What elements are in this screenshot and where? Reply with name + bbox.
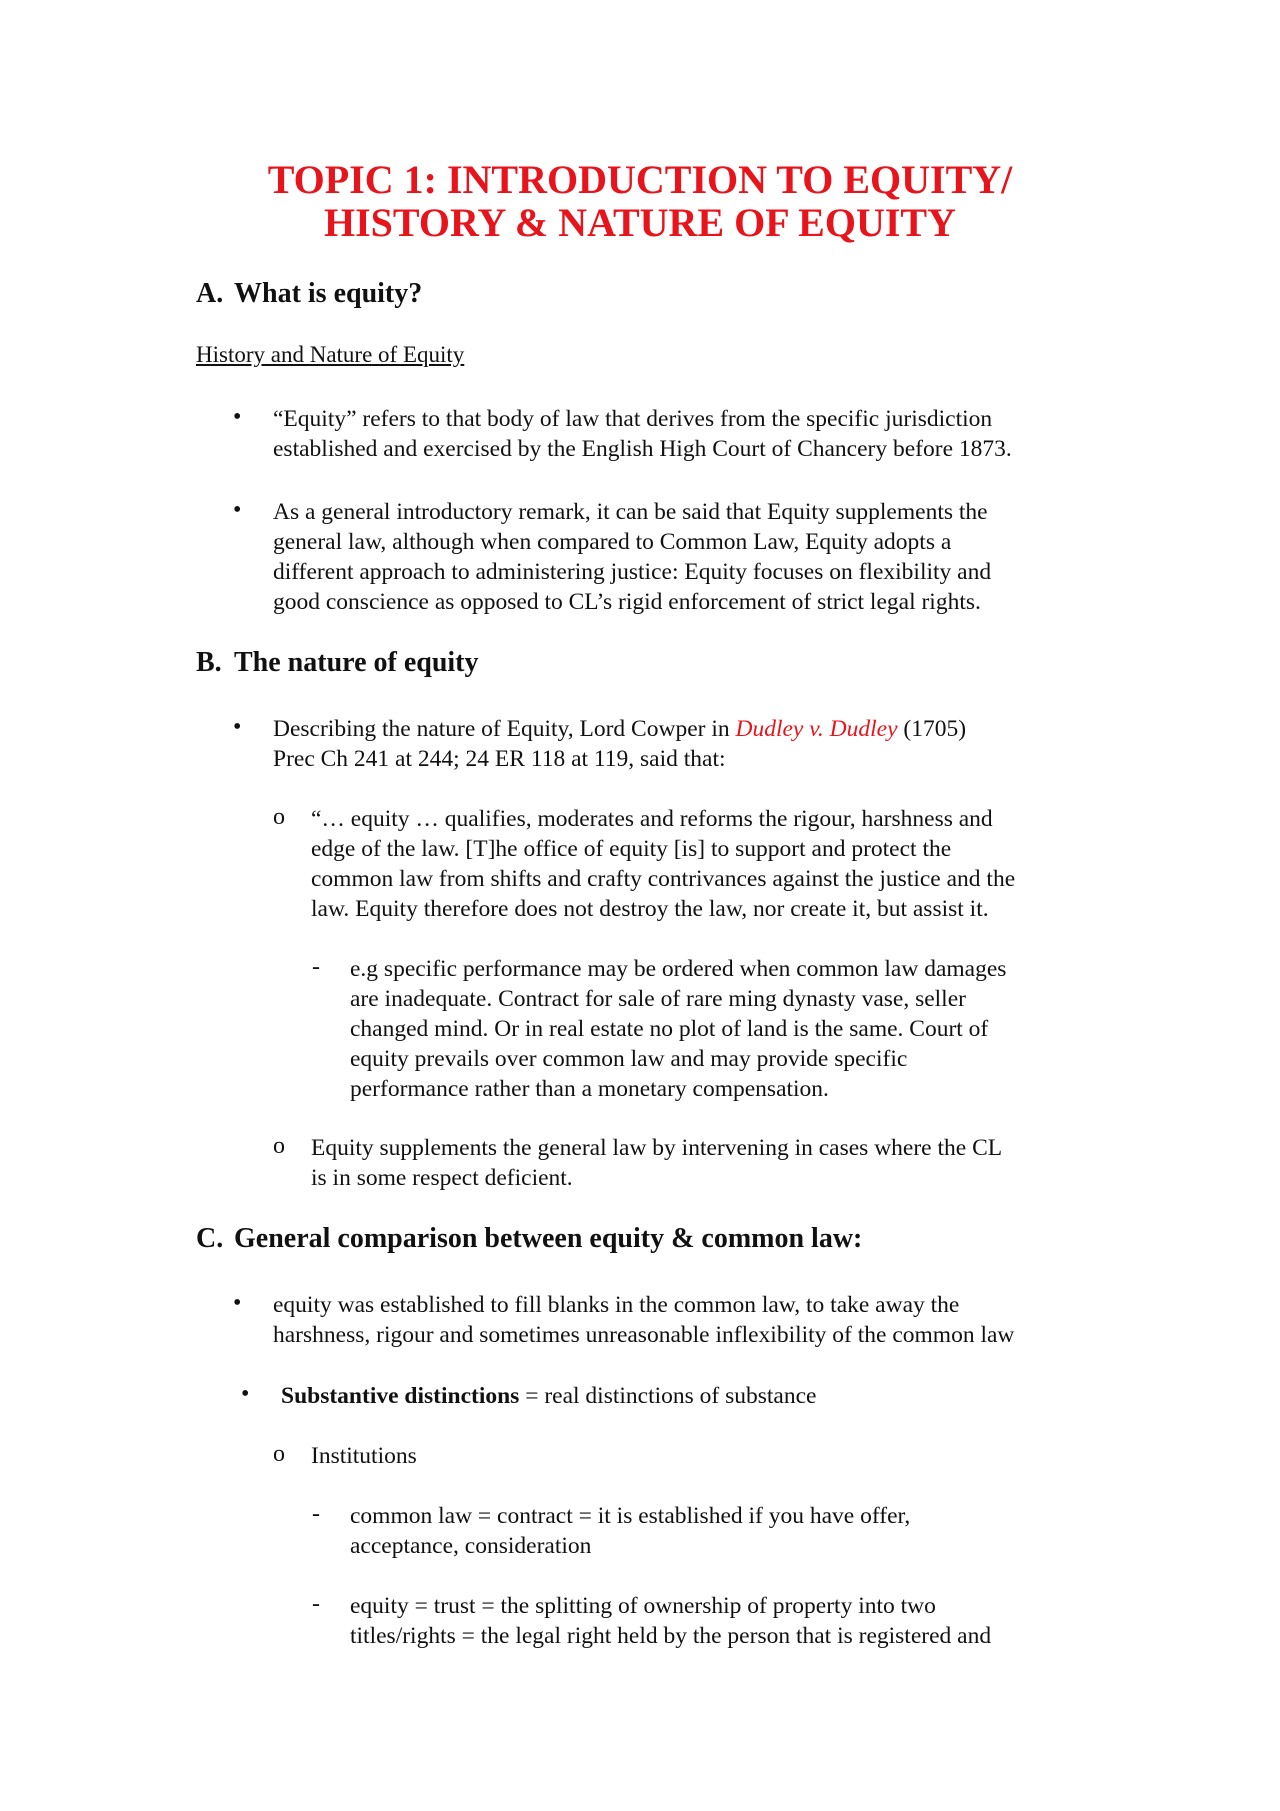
example-specific-performance: e.g specific performance may be ordered when common law damages are inadequate. Contract for sale of rare ming dynasty vase, seller changed mind. Or in real estate no plot of land is the same. Court of equity prevails over common law and may provide specific performance rather than a monetary compensation. [350,956,1007,1102]
case-citation: Dudley v. Dudley [735,716,898,742]
institutions-label: Institutions [311,1443,417,1469]
section-title: What is equity? [234,278,423,309]
equity-trust: equity = trust = the splitting of ownership of property into two titles/rights = the legal right held by the person that is registered and [350,1593,992,1649]
bullet-a1: “Equity” refers to that body of law that derives from the specific jurisdiction established and exercised by the English High Court of Chancery before 1873. [273,406,1012,462]
section-a-heading [196,278,422,310]
section-letter: C. [196,1223,224,1254]
quote-cowper: “… equity … qualifies, moderates and reforms the rigour, harshness and edge of the law. [T]he office of equity [is] to support and protect the common law from shifts and crafty contrivances against the justice and the law. Equity therefore does not destroy the law, nor create it, but assist it. [311,806,1016,922]
section-a-subheading: History and Nature of Equity [196,342,465,367]
common-law-contract: common law = contract = it is established if you have offer, acceptance, consideration [350,1503,911,1559]
equity-supplements: Equity supplements the general law by intervening in cases where the CL is in some respect deficient. [311,1135,1003,1191]
bullet-marker: • [233,497,242,523]
dash-marker: - [312,1501,320,1527]
bullet-b1: Describing the nature of Equity, Lord Cowper in Dudley v. Dudley (1705) Prec Ch 241 at 244; 24 ER 118 at 119, said that: [273,716,967,772]
bullet-a2: As a general introductory remark, it can be said that Equity supplements the general law, although when compared to Common Law, Equity adopts a different approach to administering justice: Equity focuses on flexibility and good conscience as opposed to CL’s rigid enforcement of strict legal rights. [273,499,992,615]
bullet-c1: equity was established to fill blanks in the common law, to take away the harshness, rigour and sometimes unreasonable inflexibility of the common law [273,1292,1015,1348]
section-title: General comparison between equity & common law: [234,1223,863,1254]
bullet-marker: • [233,1290,242,1316]
bullet-marker: • [241,1381,250,1407]
page-title-line-1: TOPIC 1: INTRODUCTION TO EQUITY/ [267,157,1013,202]
bullet-c2: Substantive distinctions = real distinctions of substance [281,1383,817,1409]
circle-marker: o [273,1133,285,1159]
page-title-line-2: HISTORY & NATURE OF EQUITY [323,200,956,245]
section-letter: B. [196,647,222,678]
section-title: The nature of equity [234,647,479,678]
bullet-marker: • [233,404,242,430]
bullet-marker: • [233,714,242,740]
dash-marker: - [312,954,320,980]
dash-marker: - [312,1591,320,1617]
section-b-heading [196,647,479,679]
section-c-heading [196,1223,862,1255]
section-letter: A. [196,278,224,309]
circle-marker: o [273,804,285,830]
circle-marker: o [273,1441,285,1467]
